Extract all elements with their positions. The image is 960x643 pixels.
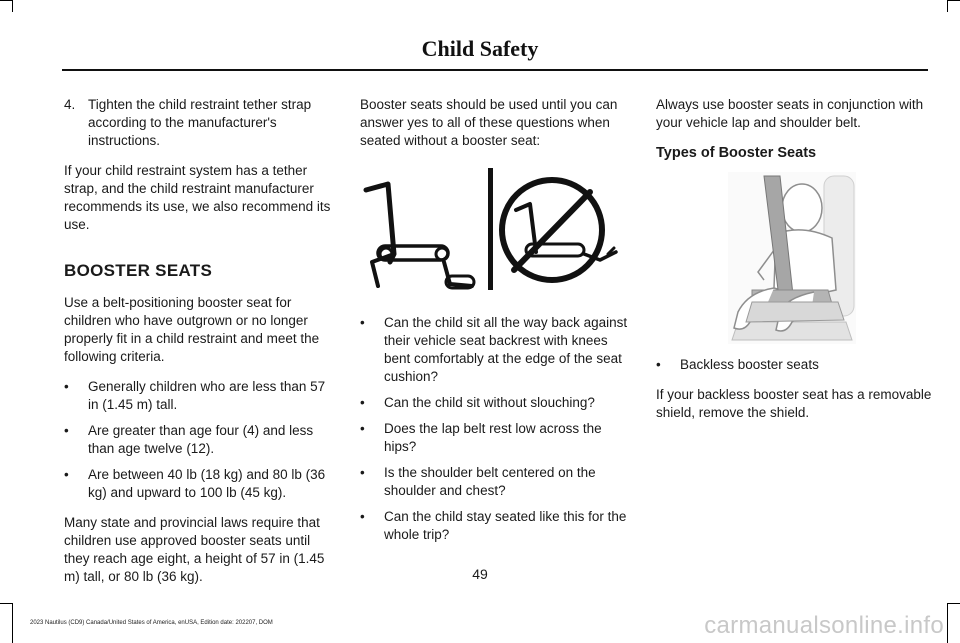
bullet: • <box>360 421 365 436</box>
tether-paragraph: If your child restraint system has a tether strap, and the child restraint manufacturer recommends its use, we also recommend its use. <box>64 163 331 232</box>
bullet: • <box>360 465 365 480</box>
section-heading: BOOSTER SEATS <box>64 261 213 280</box>
list-item: • Does the lap belt rest low across the hips? <box>360 421 602 454</box>
bullet: • <box>360 395 365 410</box>
watermark: carmanualsonline.info <box>704 612 944 639</box>
incorrect-seating-icon <box>502 180 616 280</box>
crop-mark <box>12 603 13 643</box>
bullet: • <box>360 509 365 524</box>
crop-mark <box>947 603 948 643</box>
list-item: • Is the shoulder belt centered on the shoulder and chest? <box>360 465 596 498</box>
shield-paragraph: If your backless booster seat has a removable shield, remove the shield. <box>656 387 932 420</box>
step-number: 4. <box>64 97 76 112</box>
crop-mark <box>12 0 13 12</box>
divider-bar <box>488 168 493 290</box>
list-item: • Generally children who are less than 57 in (1.45 m) tall. <box>64 379 326 412</box>
questions-list <box>360 314 634 544</box>
laws-paragraph: Many state and provincial laws require that children use approved booster seats until they reach age eight, a height of 57 in (1.45 m) tall, or 80 lb (36 kg). <box>64 515 325 584</box>
crop-mark <box>948 603 960 604</box>
numbered-step <box>64 96 336 150</box>
crop-mark <box>0 603 12 604</box>
correct-seating-icon <box>366 184 474 288</box>
column-3 <box>656 96 932 434</box>
list-item: • Can the child sit all the way back against their vehicle seat backrest with knees bent comfortably at the edge of the seat cushion? <box>360 315 628 384</box>
list-item: • Can the child sit without slouching? <box>360 395 595 410</box>
intro-paragraph: Always use booster seats in conjunction with your vehicle lap and shoulder belt. <box>656 97 924 130</box>
bullet: • <box>64 379 69 394</box>
header-divider <box>62 69 928 71</box>
booster-fit-illustration <box>354 162 624 294</box>
list-item: • Are greater than age four (4) and less than age twelve (12). <box>64 423 314 456</box>
list-item: • Are between 40 lb (18 kg) and 80 lb (36 kg) and upward to 100 lb (45 kg). <box>64 467 326 500</box>
subsection-heading: Types of Booster Seats <box>656 145 817 161</box>
page-number: 49 <box>472 566 488 582</box>
intro-paragraph: Use a belt-positioning booster seat for children who have outgrown or no longer properly fit in a child restraint and meet the following criteria. <box>64 295 320 364</box>
bullet: • <box>64 423 69 438</box>
step-text: Tighten the child restraint tether strap according to the manufacturer's instructions. <box>88 97 312 148</box>
crop-mark <box>0 0 12 1</box>
backless-booster-illustration <box>728 172 856 344</box>
column-1 <box>64 96 336 598</box>
types-list <box>656 356 932 374</box>
list-item: • Backless booster seats <box>656 357 819 372</box>
bullet: • <box>656 357 661 372</box>
crop-mark <box>947 0 960 1</box>
intro-paragraph: Booster seats should be used until you can answer yes to all of these questions when seated without a booster seat: <box>360 97 618 148</box>
list-item: • Can the child stay seated like this for the whole trip? <box>360 509 627 542</box>
footer-text: 2023 Nautilus (CD9) Canada/United States of America, enUSA, Edition date: 202207, DOM <box>30 620 273 626</box>
criteria-list <box>64 378 336 502</box>
page-title: Child Safety <box>421 36 539 61</box>
bullet: • <box>360 315 365 330</box>
bullet: • <box>64 467 69 482</box>
column-2 <box>360 96 634 556</box>
crop-mark <box>947 0 948 12</box>
